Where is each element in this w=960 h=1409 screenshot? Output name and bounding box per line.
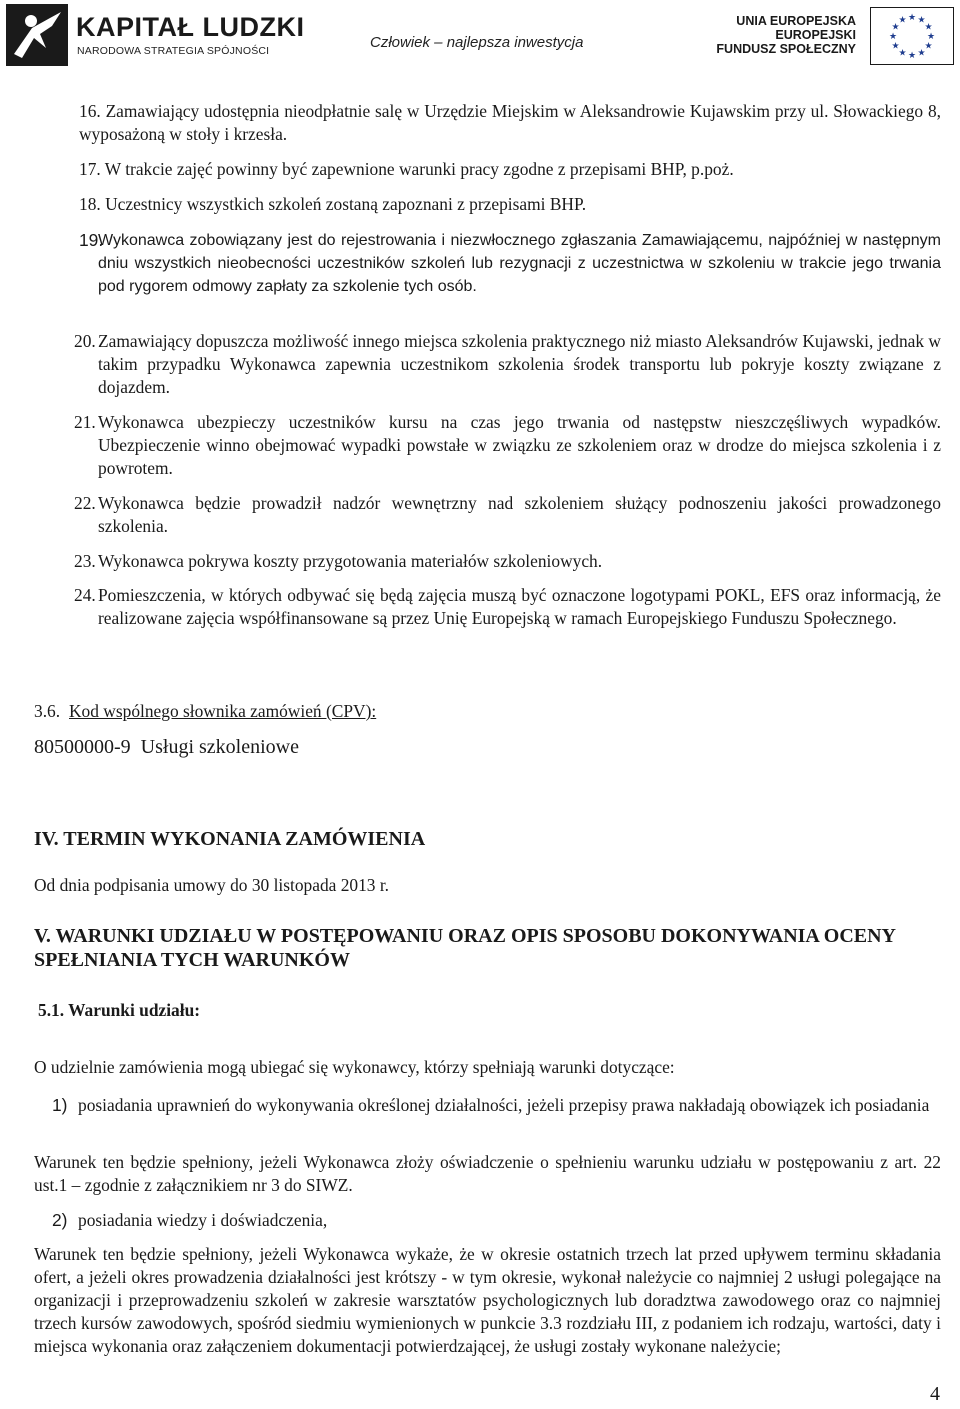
section-5-heading: V. WARUNKI UDZIAŁU W POSTĘPOWANIU ORAZ OPIS SPOSOBU DOKONYWANIA OCENY SPEŁNIANIA TYCH WARUNKÓW [34,925,896,971]
kapital-ludzki-logo-icon [6,4,68,66]
program-title: KAPITAŁ LUDZKI [76,12,305,42]
list-item-18: 18. Uczestnicy wszystkich szkoleń zostaną zapoznani z przepisami BHP. [79,194,587,214]
eu-star-icon: ★ [907,51,917,61]
conditions-intro: O udzielnie zamówienia mogą ubiegać się wykonawcy, którzy spełniają warunki dotyczące: [34,1057,675,1077]
eu-line-1: UNIA EUROPEJSKA [736,14,856,28]
list-item-22: Wykonawca będzie prowadził nadzór wewnętrzny nad szkoleniem służący podnoszeniu jakości prowadzonego szkolenia. [98,493,941,536]
list-item-17: 17. W trakcie zajęć powinny być zapewnione warunki pracy zgodne z przepisami BHP, p.poż. [79,159,734,179]
page-number: 4 [930,1383,940,1405]
eu-star-icon: ★ [891,41,900,52]
motto: Człowiek – najlepsza inwestycja [370,34,584,51]
list-item-19-number: 19. [79,230,104,250]
list-item-20-number: 20. [74,331,96,351]
list-item-21-number: 21. [74,412,96,432]
eu-star-icon: ★ [898,48,907,59]
section-4-text: Od dnia podpisania umowy do 30 listopada 2013 r. [34,875,390,895]
eu-star-icon: ★ [891,22,900,33]
list-item-23: Wykonawca pokrywa koszty przygotowania materiałów szkoleniowych. [98,551,603,571]
cpv-heading: Kod wspólnego słownika zamówień (CPV): [69,701,377,721]
eu-star-icon: ★ [907,13,917,23]
eu-fund-label [716,14,856,56]
condition-1-number: 1) [52,1095,68,1115]
eu-line-3: FUNDUSZ SPOŁECZNY [716,42,856,56]
list-item-16: 16. Zamawiający udostępnia nieodpłatnie salę w Urzędzie Miejskim w Aleksandrowie Kujawskim przy ul. Słowackiego 8, wyposażoną w stoły i krzesła. [79,101,941,144]
list-item-24-number: 24. [74,585,96,605]
condition-2: posiadania wiedzy i doświadczenia, [78,1210,328,1230]
page-header [0,0,960,80]
condition-1-note: Warunek ten będzie spełniony, jeżeli Wykonawca złoży oświadczenie o spełnieniu warunku udziału w postępowaniu z art. 22 ust.1 – zgodnie z załącznikiem nr 3 do SIWZ. [34,1152,941,1195]
cpv-code: 80500000-9 Usługi szkoleniowe [34,736,299,758]
eu-flag-icon [870,7,954,65]
list-item-23-number: 23. [74,551,96,571]
cpv-number: 3.6. [34,701,61,721]
condition-2-note: Warunek ten będzie spełniony, jeżeli Wykonawca wykaże, że w okresie ostatnich trzech lat przed upływem terminu składania ofert, a jeżeli okres prowadzenia działalności jest krótszy - w tym okresie, wykonał należycie co najmniej 2 usługi polegające na organizacji i przeprowadzeniu szkoleń w zakresie warsztatów psychologicznych lub doradztwa zawodowego oraz co najmniej trzech kursów zawodowych, spośród siedmiu wymienionych w punkcie 3.3 rozdziału III, z podaniem ich rodzaju, wartości, daty i miejsca wykonania oraz załączeniem dokumentacji potwierdzającej, że usługi zostały wykonane należycie; [34,1244,941,1356]
eu-star-icon: ★ [888,32,898,42]
eu-star-icon: ★ [924,41,933,52]
program-subtitle: NARODOWA STRATEGIA SPÓJNOŚCI [77,45,270,57]
section-4-heading: IV. TERMIN WYKONANIA ZAMÓWIENIA [34,828,426,850]
list-item-21: Wykonawca ubezpieczy uczestników kursu na czas jego trwania od następstw nieszczęśliwych wypadków. Ubezpieczenie winno obejmować wypadki powstałe w związku ze szkoleniem oraz w drodze do miejsca szkolenia i z powrotem. [98,412,941,478]
eu-star-icon: ★ [898,15,907,26]
section-5-1-heading: 5.1. Warunki udziału: [38,1000,201,1020]
eu-star-icon: ★ [917,48,926,59]
eu-line-2: EUROPEJSKI [775,28,856,42]
eu-star-icon: ★ [924,22,933,33]
list-item-20: Zamawiający dopuszcza możliwość innego miejsca szkolenia praktycznego niż miasto Aleksandrów Kujawski, jednak w takim przypadku Wykonawca zapewnia uczestnikom szkolenia środek transportu lub pokryje koszty związane z dojazdem. [98,331,941,397]
list-item-22-number: 22. [74,493,96,513]
list-item-24: Pomieszczenia, w których odbywać się będą zajęcia muszą być oznaczone logotypami POKL, EFS oraz informacją, że realizowane zajęcia współfinansowane są przez Unię Europejską w ramach Europejskiego Funduszu Społecznego. [98,585,941,628]
eu-star-icon: ★ [926,32,936,42]
condition-2-number: 2) [52,1210,68,1230]
condition-1: posiadania uprawnień do wykonywania określonej działalności, jeżeli przepisy prawa nakładają obowiązek ich posiadania [78,1095,930,1115]
list-item-19: Wykonawca zobowiązany jest do rejestrowania i niezwłocznego zgłaszania Zamawiającemu, najpóźniej w następnym dniu wszystkich nieobecności uczestników szkoleń lub rezygnacji z uczestnictwa w szkoleniu w trakcie jego trwania pod rygorem odmowy zapłaty za szkolenie tych osób. [98,232,941,295]
eu-star-icon: ★ [917,15,926,26]
